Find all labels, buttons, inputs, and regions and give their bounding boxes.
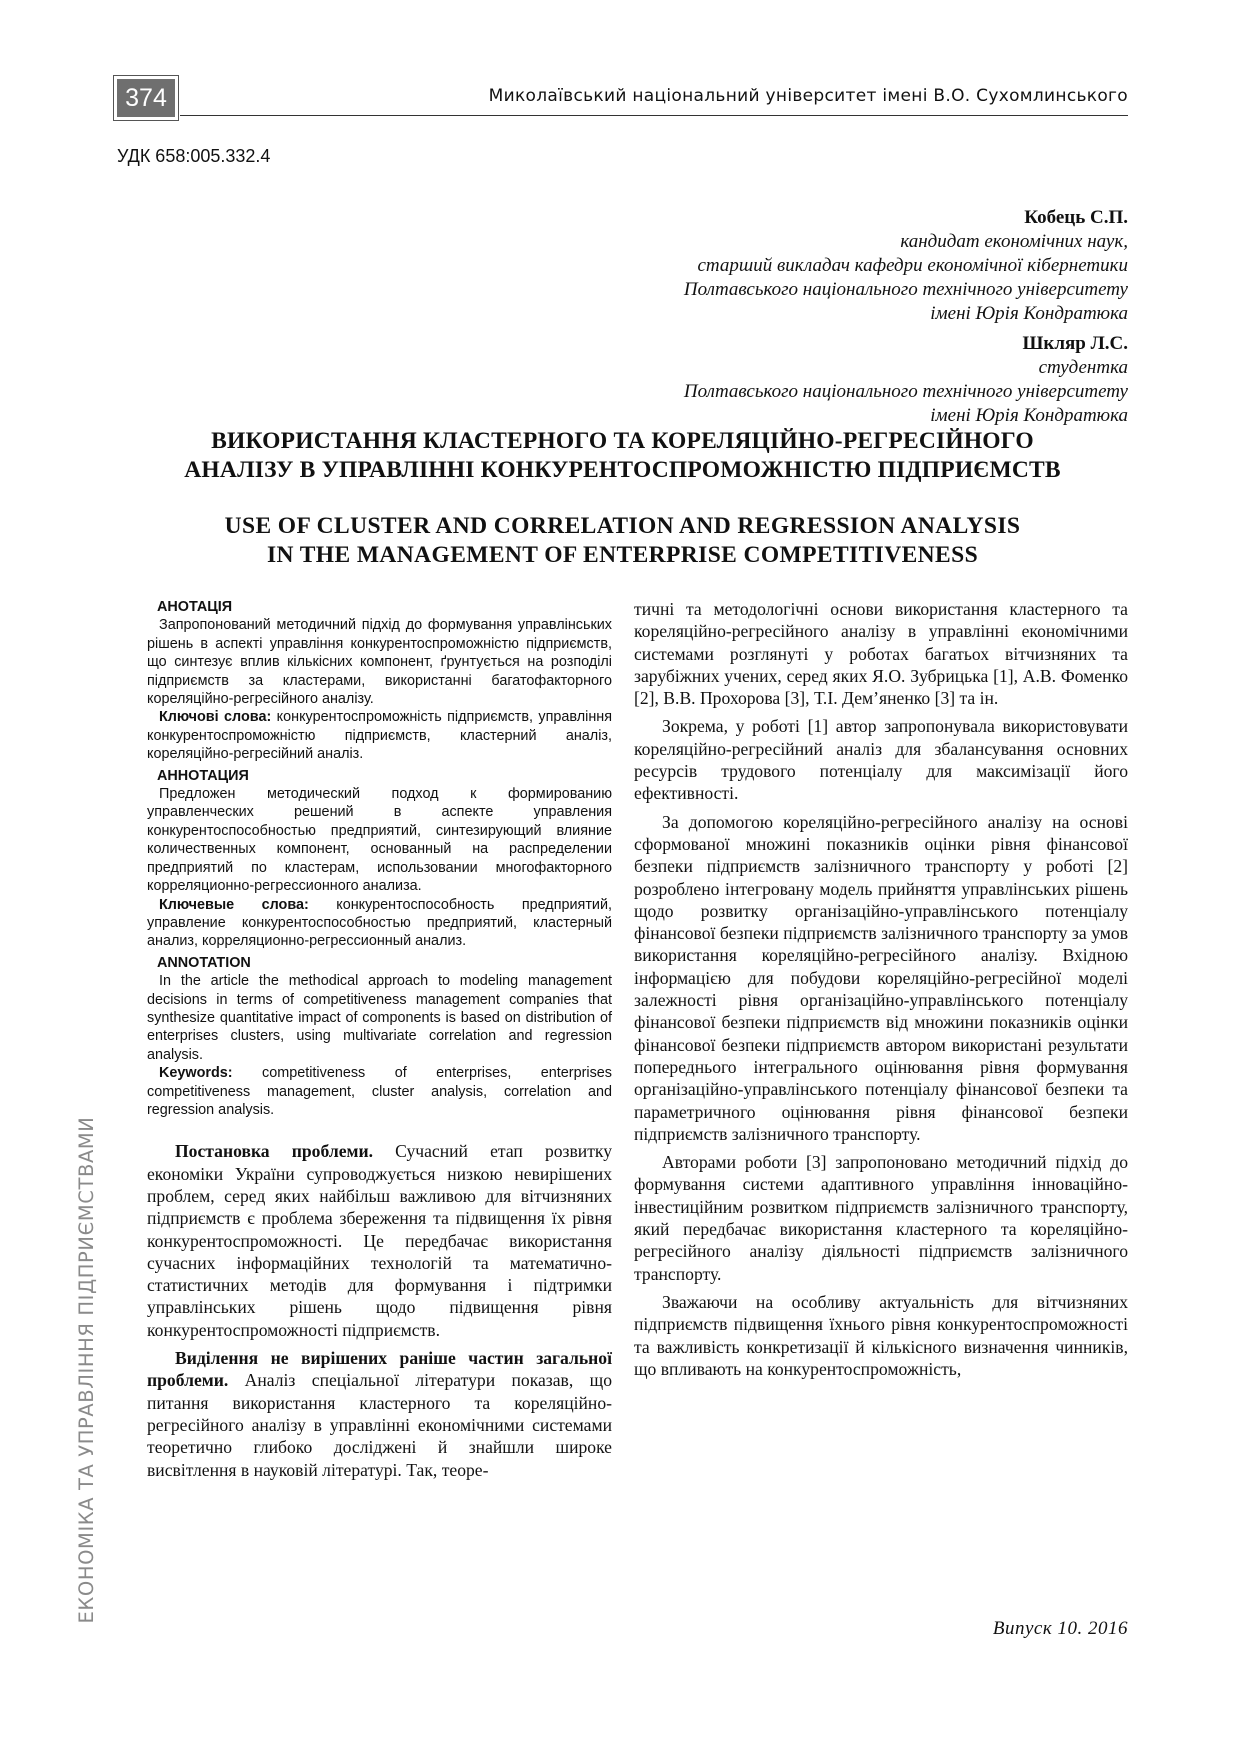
author-affiliations — [428, 206, 1128, 428]
title-line: АНАЛІЗУ В УПРАВЛІННІ КОНКУРЕНТОСПРОМОЖНІСТЮ ПІДПРИЄМСТВ — [184, 457, 1061, 483]
body-paragraph — [147, 1347, 612, 1481]
title-line: ВИКОРИСТАННЯ КЛАСТЕРНОГО ТА КОРЕЛЯЦІЙНО-РЕГРЕСІЙНОГО — [211, 428, 1034, 454]
article-title-en — [117, 512, 1128, 570]
body-left — [147, 1140, 612, 1480]
udk-code: УДК 658:005.332.4 — [117, 146, 271, 166]
abstract-text-en: In the article the methodical approach to modeling management decisions in terms of competitiveness management companies that synthesize quantitative impact of components is based on distribution of enterprises clusters, using multivariate correlation and regression analysis. — [147, 973, 612, 1063]
keywords-list: конкурентоспроможність підприємств, управління конкурентоспроможністю підприємств, кластерний аналіз, кореляційно-регресійний аналіз. — [147, 709, 613, 763]
author-name: Кобець С.П. — [1024, 207, 1128, 228]
keywords-label: Ключевые слова: — [159, 896, 309, 913]
body-paragraph: Авторами роботи [3] запропоновано методичний підхід до формування системи адаптивного управління інноваційно-інвестиційним розвитком підприємств залізничного транспорту, який передбачає використання кластерного та кореляційно-регресійного аналізу діяльності підприємств залізничного транспорту. — [634, 1152, 1128, 1284]
running-header: Миколаївський національний університет імені В.О. Сухомлинського — [488, 86, 1128, 106]
author-affiliation-line: Полтавського національного технічного університету — [683, 381, 1128, 402]
keywords-ru — [147, 896, 612, 951]
article-title-ua — [117, 427, 1128, 485]
keywords-en — [147, 1064, 612, 1119]
keywords-list: competitiveness of enterprises, enterprises competitiveness management, cluster analysis, correlation and regression analysis. — [147, 1065, 612, 1118]
section-label: ЕКОНОМІКА ТА УПРАВЛІННЯ ПІДПРИЄМСТВАМИ — [75, 1116, 98, 1624]
keywords-label: Keywords: — [159, 1065, 233, 1082]
paragraph-text: Аналіз спеціальної літератури показав, що питання використання кластерного та кореляційно-регресійного аналізу в управлінні економічними системами теоретично глибоко досліджені й знайшли широке висвітлення в науковій літературі. Так, теоре- — [147, 1370, 612, 1480]
section-lead: Виділення не вирішених раніше частин загальної проблеми. — [147, 1348, 612, 1391]
author-affiliation-line: Полтавського національного технічного університету — [683, 279, 1128, 300]
right-column — [634, 598, 1128, 1386]
issue-footer: Випуск 10. 2016 — [992, 1618, 1128, 1639]
author-block — [428, 206, 1128, 326]
abstracts — [147, 598, 612, 1119]
body-paragraph: За допомогою кореляційно-регресійного аналізу на основі сформованої множині показників оцінки рівня фінансової безпеки підприємств залізничного транспорту у роботі [2] розроблено інтегровану модель прийняття управлінських рішень щодо розвитку організаційно-управлінського потенціалу фінансової безпеки підприємств залізничного транспорту за умов використання кореляційно-регресійного аналізу. Вхідною інформацією для побудови кореляційно-регресійної моделі залежності рівня організаційно-управлінського потенціалу фінансової безпеки підприємств від множини показників оцінки фінансової безпеки підприємств автором використані результати попереднього інтегрального оцінювання рівня формування організаційно-управлінського потенціалу фінансової безпеки та параметричного оцінювання рівня фінансової безпеки підприємств залізничного транспорту. — [634, 811, 1128, 1144]
author-affiliation-line: імені Юрія Кондратюка — [930, 303, 1128, 324]
keywords-ua — [147, 708, 612, 763]
author-affiliation-line: студентка — [1038, 357, 1128, 378]
author-affiliation-line: старший викладач кафедри економічної кібернетики — [697, 255, 1128, 276]
abstract-heading-ru: АННОТАЦИЯ — [157, 767, 249, 784]
body-paragraph: Зокрема, у роботі [1] автор запропонувала використовувати кореляційно-регресійний аналіз для збалансування основних ресурсів трудового потенціалу для максимізації його ефективності. — [634, 716, 1128, 804]
title-line: USE OF CLUSTER AND CORRELATION AND REGRESSION ANALYSIS — [224, 513, 1021, 539]
author-affiliation-line: імені Юрія Кондратюка — [930, 405, 1128, 426]
body-paragraph: Зважаючи на особливу актуальність для вітчизняних підприємств підвищення їхнього рівня конкурентоспроможності та важливість конкретизації й кількісного визначення чинників, що впливають на конкурентоспроможність, — [634, 1291, 1128, 1379]
abstract-text-ru: Предложен методический подход к формированию управленческих решений в аспекте управления конкурентоспособностью предприятий, синтезирующий влияние количественных компонент, основанный на распределении предприятий по кластерам, использовании многофакторного корреляционно-регрессионного анализа. — [147, 786, 612, 895]
title-line: IN THE MANAGEMENT OF ENTERPRISE COMPETITIVENESS — [266, 542, 979, 568]
header-rule — [180, 115, 1128, 116]
keywords-list: конкурентоспособность предприятий, управление конкурентоспособностью предприятий, кластерный анализ, корреляционно-регрессионный анализ. — [147, 896, 612, 950]
author-block — [428, 332, 1128, 428]
paragraph-text: Сучасний етап розвитку економіки України супроводжується низкою невирішених проблем, серед яких найбільш важливою для вітчизняних підприємств є проблема збереження та підвищення їх рівня конкурентоспроможності. Це передбачає використання сучасних інформаційних технологій та математично-статистичних методів для формування і підтримки управлінських рішень щодо підвищення рівня конкурентоспроможності підприємств. — [147, 1141, 612, 1340]
page-number: 374 — [117, 79, 175, 117]
abstract-heading-en: ANNOTATION — [157, 954, 251, 971]
author-name: Шкляр Л.С. — [1022, 333, 1128, 354]
body-paragraph — [147, 1140, 612, 1341]
author-affiliation-line: кандидат економічних наук, — [900, 231, 1128, 252]
abstract-heading-ua: АНОТАЦІЯ — [157, 599, 233, 615]
section-lead: Постановка проблеми. — [175, 1141, 374, 1162]
body-paragraph: тичні та методологічні основи використання кластерного та кореляційно-регресійного аналізу в управлінні економічними системами розглянуті у роботах багатьох вітчизняних та зарубіжних учених, серед яких Я.О. Зубрицька [1], А.В. Фоменко [2], В.В. Прохорова [3], Т.І. Дем’яненко [3] та ін. — [634, 599, 1128, 709]
journal-section-sidebar — [44, 1090, 98, 1650]
keywords-label: Ключові слова: — [159, 709, 272, 726]
abstract-text-ua: Запропонований методичний підхід до формування управлінських рішень в аспекті управління конкурентоспроможністю підприємств, що синтезує вплив кількісних компонент, ґрунтується на розподілі підприємств за кластерами, використанні багатофакторного кореляційно-регресійного аналізу. — [147, 617, 612, 708]
left-column — [147, 598, 612, 1487]
